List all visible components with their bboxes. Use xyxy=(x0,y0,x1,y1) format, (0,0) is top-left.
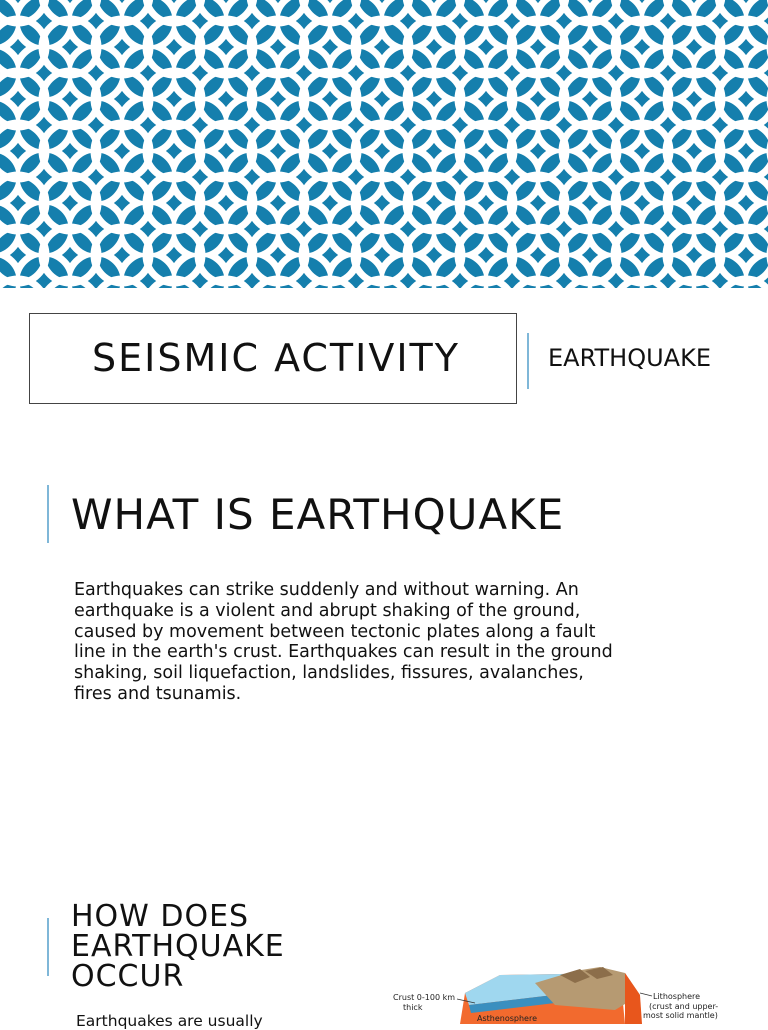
paragraph-line: fires and tsunamis. xyxy=(74,683,242,704)
presentation-subtitle: EARTHQUAKE xyxy=(548,344,711,372)
paragraph-line: shaking, soil liquefaction, landslides, fissures, avalanches, xyxy=(74,663,584,684)
heading-line: HOW DOES xyxy=(71,899,250,934)
paragraph-line: caused by movement between tectonic plates along a fault xyxy=(74,621,596,642)
section-paragraph xyxy=(74,580,694,705)
subtitle-accent-bar xyxy=(527,333,529,389)
section-heading: WHAT IS EARTHQUAKE xyxy=(71,490,565,539)
section-paragraph: Earthquakes are usually xyxy=(76,1012,263,1030)
heading-accent-bar xyxy=(47,918,49,976)
paragraph-line: Earthquakes can strike suddenly and without warning. An xyxy=(74,580,579,600)
mantle-side xyxy=(625,973,642,1024)
paragraph-line: earthquake is a violent and abrupt shaking of the ground, xyxy=(74,600,581,621)
circle-pattern xyxy=(0,0,768,288)
lithosphere-label: most solid mantle) xyxy=(643,1011,718,1020)
heading-line: OCCUR xyxy=(71,959,185,994)
lithosphere-label: (crust and upper- xyxy=(649,1002,719,1011)
title-box xyxy=(29,313,517,404)
heading-accent-bar xyxy=(47,485,49,543)
lithosphere-label: Lithosphere xyxy=(653,992,701,1001)
header-banner xyxy=(0,0,768,288)
section-heading xyxy=(71,899,285,994)
asthenosphere-label: Asthenosphere xyxy=(477,1014,538,1023)
earth-layers-diagram xyxy=(385,965,725,1024)
crust-label: Crust 0-100 km xyxy=(393,993,456,1002)
crust-label: thick xyxy=(403,1003,423,1012)
heading-line: EARTHQUAKE xyxy=(71,929,285,964)
presentation-title: SEISMIC ACTIVITY xyxy=(92,336,460,380)
paragraph-line: line in the earth's crust. Earthquakes can result in the ground xyxy=(74,642,613,663)
